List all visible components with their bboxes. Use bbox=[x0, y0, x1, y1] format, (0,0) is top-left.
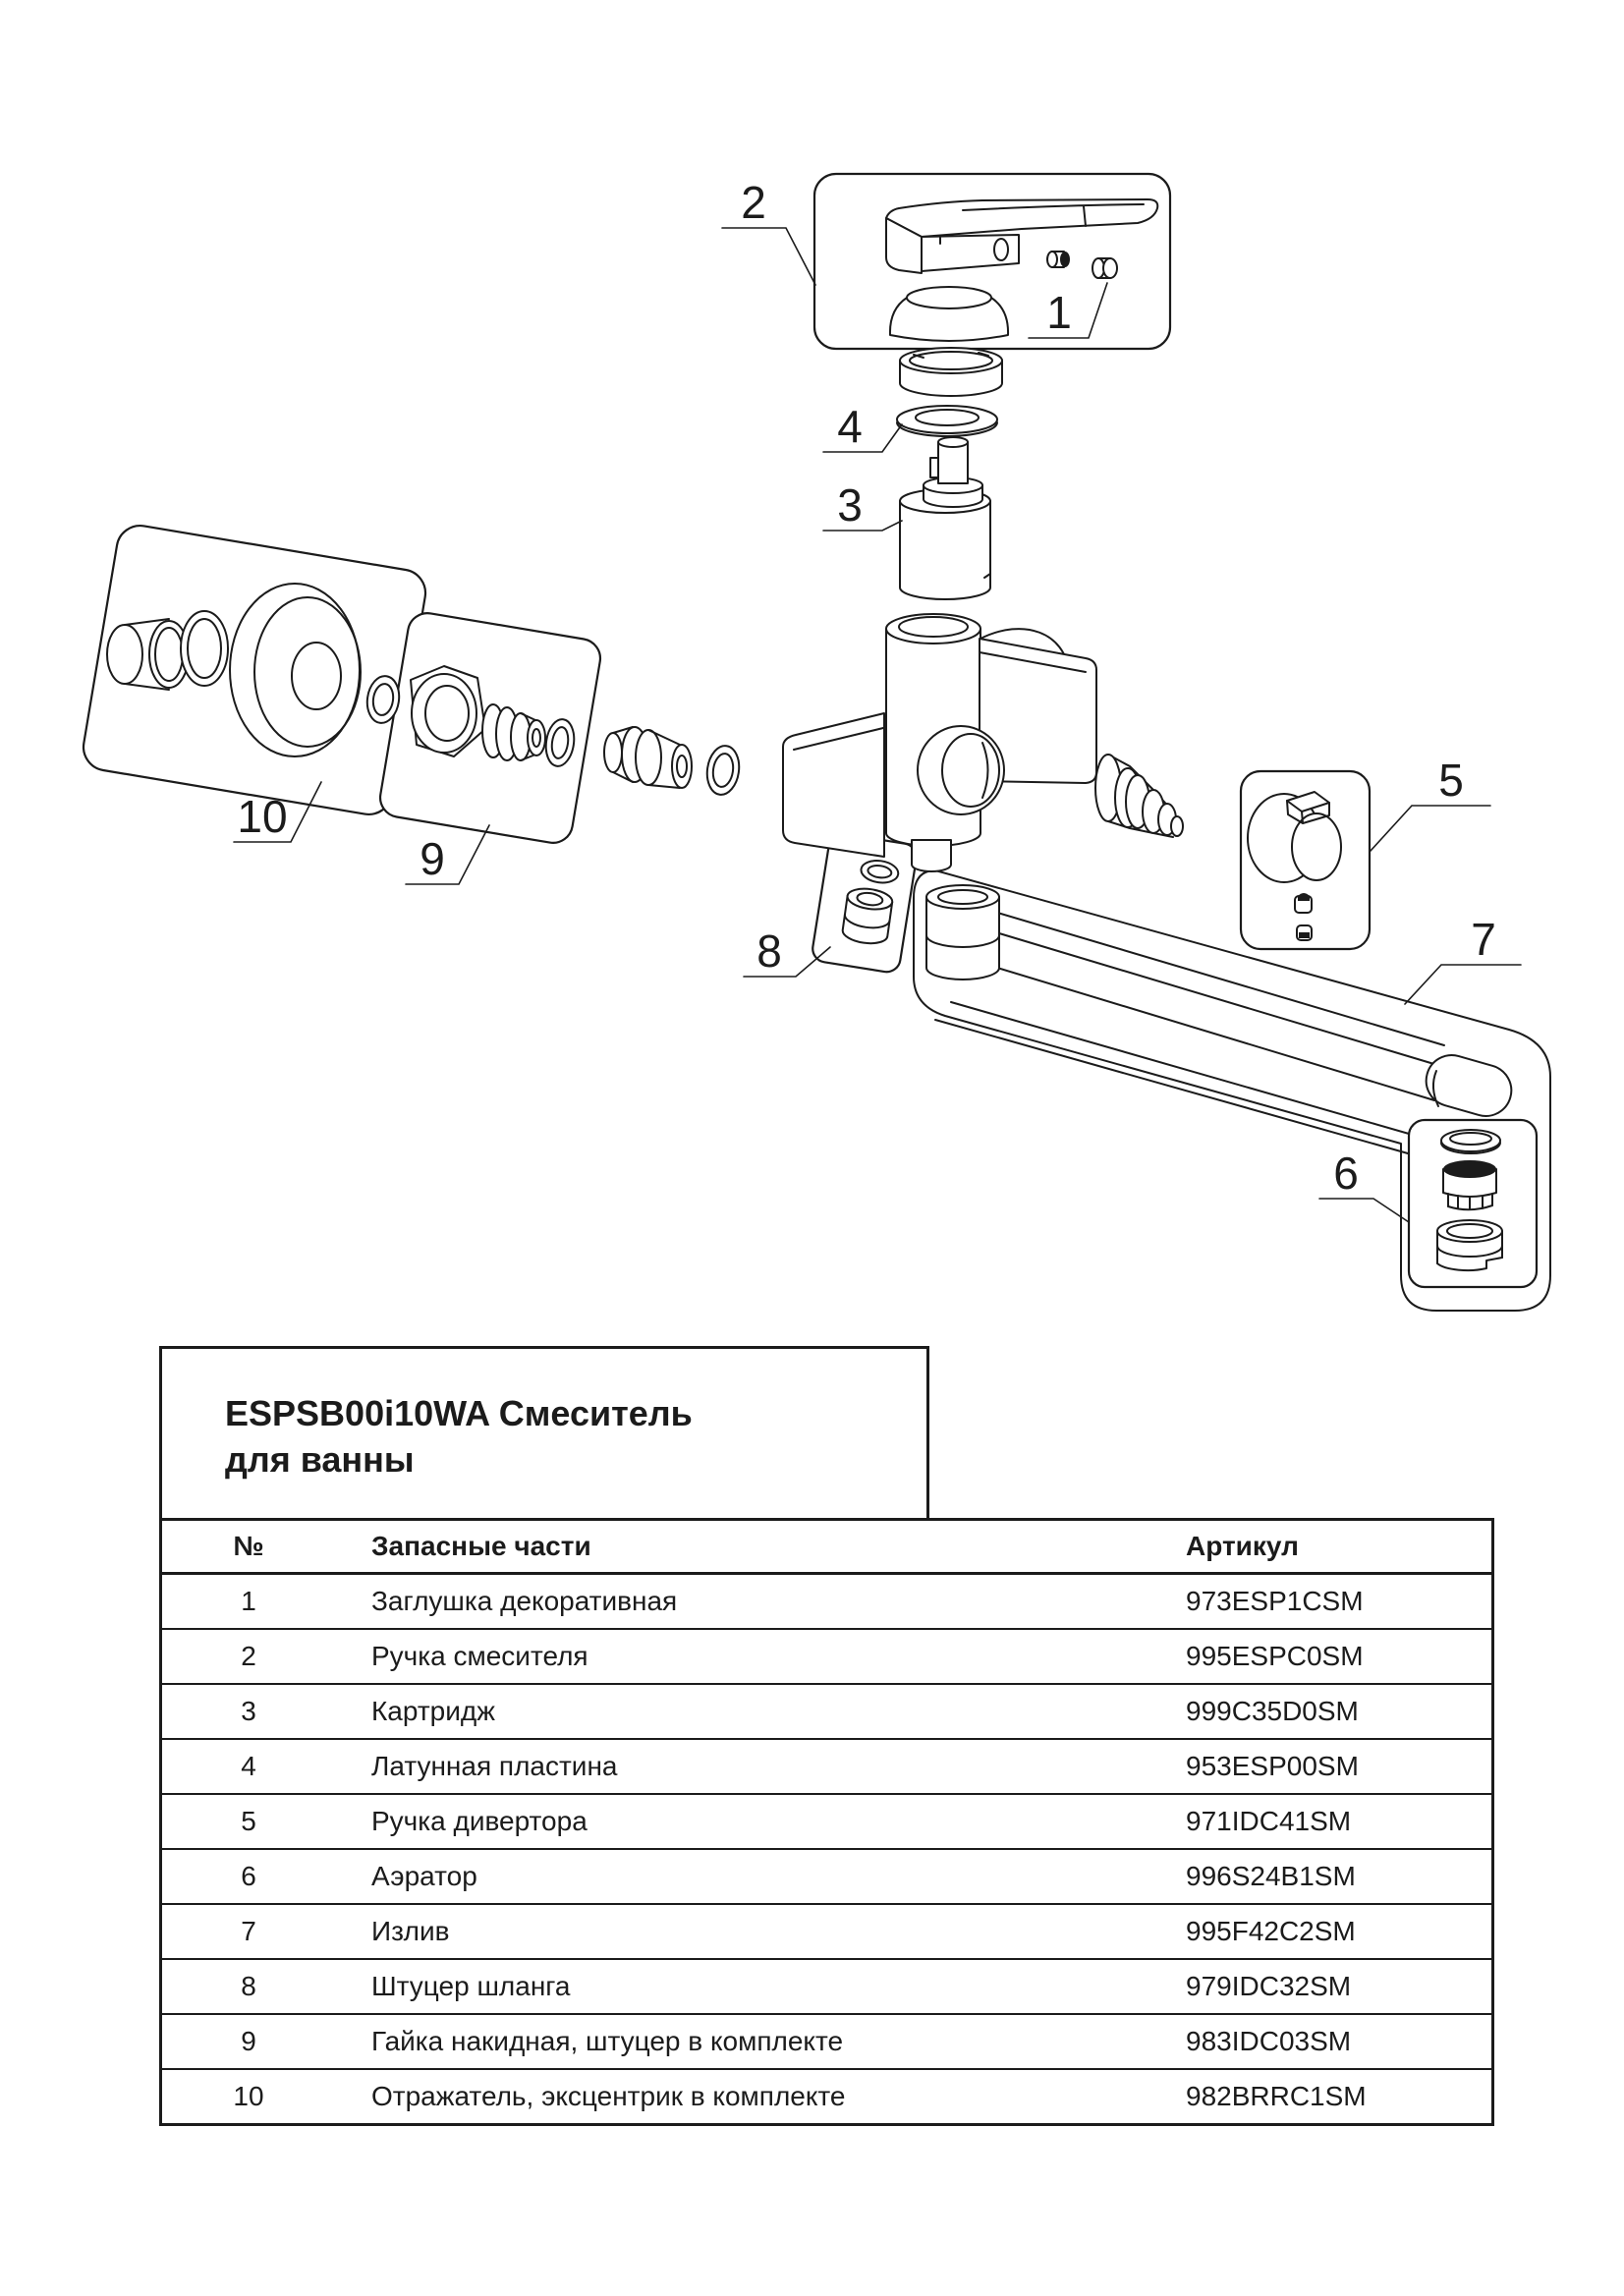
callout-6 bbox=[1319, 1148, 1409, 1222]
body-left-wing bbox=[783, 713, 884, 857]
callout-7 bbox=[1405, 914, 1521, 1004]
part-decorative-cap bbox=[1092, 258, 1117, 278]
col-header-name: Запасные части bbox=[371, 1531, 591, 1561]
table-row bbox=[162, 1683, 1491, 1738]
cell-name: Гайка накидная, штуцер в комплекте bbox=[371, 2026, 844, 2056]
spout-connector bbox=[926, 885, 999, 980]
part-reflector bbox=[230, 584, 361, 756]
cell-num: 2 bbox=[241, 1641, 256, 1671]
cell-name: Отражатель, эксцентрик в комплекте bbox=[371, 2081, 846, 2111]
cell-name: Ручка дивертора bbox=[371, 1806, 588, 1836]
cell-article: 982BRRC1SM bbox=[1186, 2081, 1367, 2111]
cell-name: Аэратор bbox=[371, 1861, 477, 1891]
part-handle-collar bbox=[900, 348, 1002, 396]
spout-tip bbox=[1421, 1049, 1518, 1122]
table-row bbox=[162, 2013, 1491, 2068]
callout-number-8: 8 bbox=[756, 925, 782, 977]
cell-article: 999C35D0SM bbox=[1186, 1696, 1359, 1726]
part-diverter-cartridge bbox=[1095, 755, 1183, 837]
table-title-box bbox=[159, 1346, 929, 1518]
cell-num: 10 bbox=[233, 2081, 264, 2111]
cell-article: 973ESP1CSM bbox=[1186, 1586, 1364, 1616]
cell-name: Заглушка декоративная bbox=[371, 1586, 678, 1616]
cell-num: 3 bbox=[241, 1696, 256, 1726]
cell-article: 995F42C2SM bbox=[1186, 1916, 1356, 1946]
cell-name: Излив bbox=[371, 1916, 450, 1946]
cell-article: 979IDC32SM bbox=[1186, 1971, 1352, 2001]
table-row bbox=[162, 1848, 1491, 1903]
body-diverter-boss bbox=[918, 726, 1004, 814]
callout-2 bbox=[722, 177, 815, 285]
callout-5 bbox=[1371, 755, 1490, 851]
callout-9 bbox=[406, 825, 489, 884]
callout-number-10: 10 bbox=[237, 791, 288, 842]
part-handle-dome bbox=[890, 287, 1008, 341]
table-row bbox=[162, 2068, 1491, 2123]
cell-article: 971IDC41SM bbox=[1186, 1806, 1352, 1836]
cell-num: 4 bbox=[241, 1751, 256, 1781]
table-row bbox=[162, 1628, 1491, 1683]
callout-3 bbox=[823, 479, 902, 531]
callout-number-6: 6 bbox=[1333, 1148, 1359, 1199]
table-row bbox=[162, 1958, 1491, 2013]
col-header-num: № bbox=[233, 1531, 264, 1561]
spout-tube bbox=[935, 912, 1517, 1155]
cell-num: 1 bbox=[241, 1586, 256, 1616]
product-title-line2: для ванны bbox=[225, 1439, 415, 1480]
table-row bbox=[162, 1793, 1491, 1848]
callout-number-3: 3 bbox=[837, 479, 863, 531]
cell-num: 7 bbox=[241, 1916, 256, 1946]
callout-number-5: 5 bbox=[1438, 755, 1464, 806]
table-header-row bbox=[162, 1521, 1491, 1573]
cell-name: Ручка смесителя bbox=[371, 1641, 588, 1671]
parts-grid bbox=[159, 1518, 1494, 2126]
cell-article: 953ESP00SM bbox=[1186, 1751, 1359, 1781]
callout-number-1: 1 bbox=[1046, 287, 1072, 338]
cell-name: Картридж bbox=[371, 1696, 495, 1726]
callout-number-7: 7 bbox=[1471, 914, 1496, 965]
product-code-title: ESPSB00i10WA Смеситель bbox=[225, 1393, 693, 1433]
cell-num: 5 bbox=[241, 1806, 256, 1836]
part-cartridge bbox=[900, 437, 990, 599]
cell-article: 995ESPC0SM bbox=[1186, 1641, 1364, 1671]
cell-article: 983IDC03SM bbox=[1186, 2026, 1352, 2056]
cell-article: 996S24B1SM bbox=[1186, 1861, 1356, 1891]
callout-number-4: 4 bbox=[837, 401, 863, 452]
cell-num: 9 bbox=[241, 2026, 256, 2056]
cell-name: Латунная пластина bbox=[371, 1751, 618, 1781]
part-inlet-fitting bbox=[604, 727, 692, 788]
callout-number-2: 2 bbox=[741, 177, 766, 228]
table-row bbox=[162, 1738, 1491, 1793]
part-brass-plate bbox=[897, 406, 997, 436]
cell-num: 8 bbox=[241, 1971, 256, 2001]
parts-table bbox=[159, 1346, 1494, 2126]
table-row bbox=[162, 1903, 1491, 1958]
cell-num: 6 bbox=[241, 1861, 256, 1891]
cell-name: Штуцер шланга bbox=[371, 1971, 571, 2001]
part-oring-inlet bbox=[704, 744, 743, 797]
callout-number-9: 9 bbox=[420, 833, 445, 884]
table-row bbox=[162, 1573, 1491, 1628]
col-header-article: Артикул bbox=[1186, 1531, 1299, 1561]
callout-4 bbox=[823, 401, 902, 452]
